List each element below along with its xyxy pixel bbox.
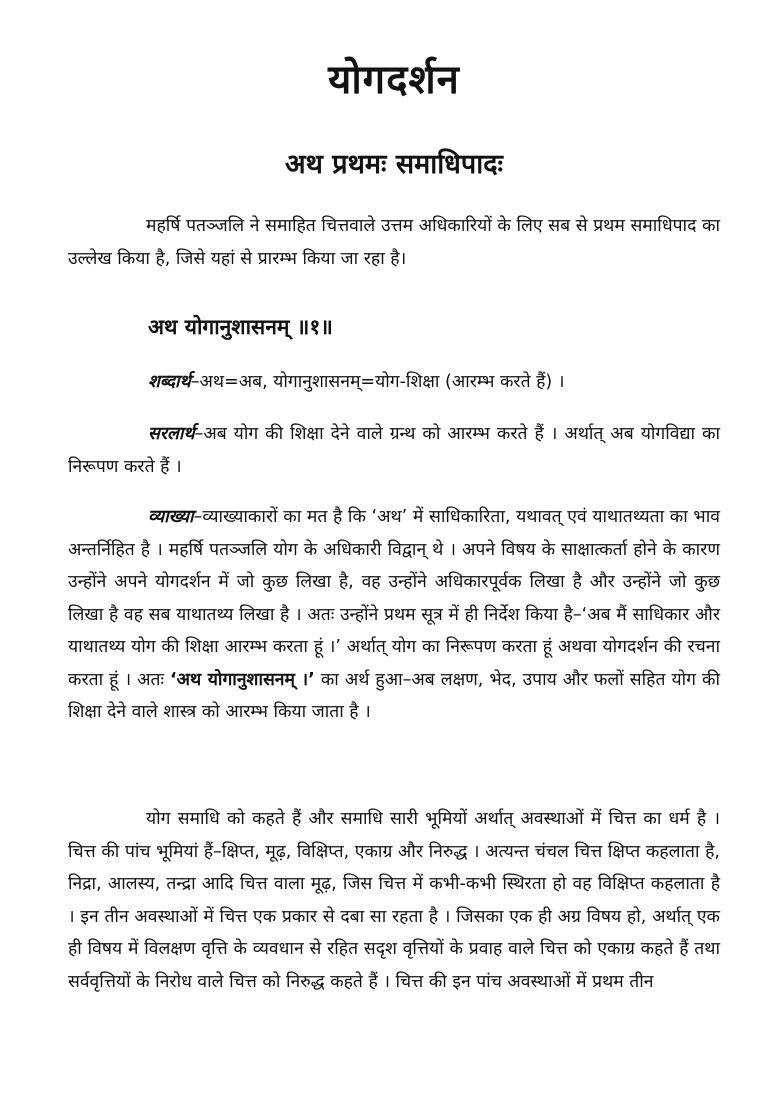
intro-paragraph: महर्षि पतञ्जलि ने समाहित चित्तवाले उत्तम अधिकारियों के लिए सब से प्रथम समाधिपाद का उल्लेख किया है, जिसे यहां से प्रारम्भ किया जा रहा है। bbox=[68, 216, 720, 269]
shabdarth-text: –अथ=अब, योगानुशासनम्=योग-शिक्षा (आरम्भ करते हैं) । bbox=[190, 372, 565, 392]
vyakhya-quote: ‘अथ योगानुशासनम् ।’ bbox=[170, 669, 315, 690]
second-paragraph: योग समाधि को कहते हैं और समाधि सारी भूमियों अर्थात् अवस्थाओं में चित्त का धर्म है । चित्त की पांच भूमियां हैं–क्षिप्त, मूढ़, विक्षिप्त, एकाग्र और निरुद्ध । अत्यन्त चंचल चित्त क्षिप्त कहलाता है, निद्रा, आलस्य, तन्द्रा आदि चित्त वाला मूढ़, जिस चित्त में कभी-कभी स्थिरता हो वह विक्षिप्त कहलाता है । इन तीन अवस्थाओं में चित्त एक प्रकार से दबा सा रहता है । जिसका एक ही अग्र विषय हो, अर्थात् एक ही विषय में विलक्षण वृत्ति के व्यवधान से रहित सदृश वृत्तियों के प्रवाह वाले चित्त को एकाग्र कहते हैं तथा सर्ववृत्तियों के निरोध वाले चित्त को निरुद्ध कहते हैं । चित्त की इन पांच अवस्थाओं में प्रथम तीन bbox=[68, 809, 720, 992]
saralarth-paragraph bbox=[68, 418, 720, 483]
saralarth-text: –अब योग की शिक्षा देने वाले ग्रन्थ को आरम्भ करते हैं । अर्थात् अब योगविद्या का निरूपण करते हैं । bbox=[68, 424, 720, 477]
vyakhya-text-end: का अर्थ हुआ–अब लक्षण, भेद, उपाय और फलों सहित योग की शिक्षा देने वाले शास्त्र को आरम्भ किया जाता है । bbox=[68, 669, 720, 722]
chapter-subtitle: अथ प्रथमः समाधिपादः bbox=[284, 149, 503, 180]
sutra-heading: अथ योगानुशासनम् ॥१॥ bbox=[148, 315, 333, 339]
page-title: योगदर्शन bbox=[328, 57, 460, 103]
vyakhya-text: –व्याख्याकारों का मत है कि ‘अथ’ में साधिकारिता, यथावत् एवं याथातथ्यता का भाव अन्तर्निहित है । महर्षि पतञ्जलि योग के अधिकारी विद्वान् थे । अपने विषय के साक्षात्कर्ता होने के कारण उन्होंने अपने योगदर्शन में जो कुछ लिखा है, वह उन्होंने अधिकारपूर्वक लिखा है और उन्होंने जो कुछ लिखा है वह सब याथातथ्य लिखा है । अतः उन्होंने प्रथम सूत्र में ही निर्देश किया है–‘अब मैं साधिकार और याथातथ्य योग की शिक्षा आरम्भ करता हूं ।’ अर्थात् योग का निरूपण करता हूं अथवा योगदर्शन की रचना करता हूं । अतः bbox=[68, 507, 720, 690]
vyakhya-label: व्याख्या bbox=[148, 507, 194, 527]
shabdarth-label: शब्दार्थ bbox=[148, 372, 191, 392]
shabdarth-paragraph bbox=[68, 366, 720, 399]
vyakhya-paragraph bbox=[68, 501, 720, 729]
saralarth-label: सरलार्थ bbox=[148, 424, 195, 444]
